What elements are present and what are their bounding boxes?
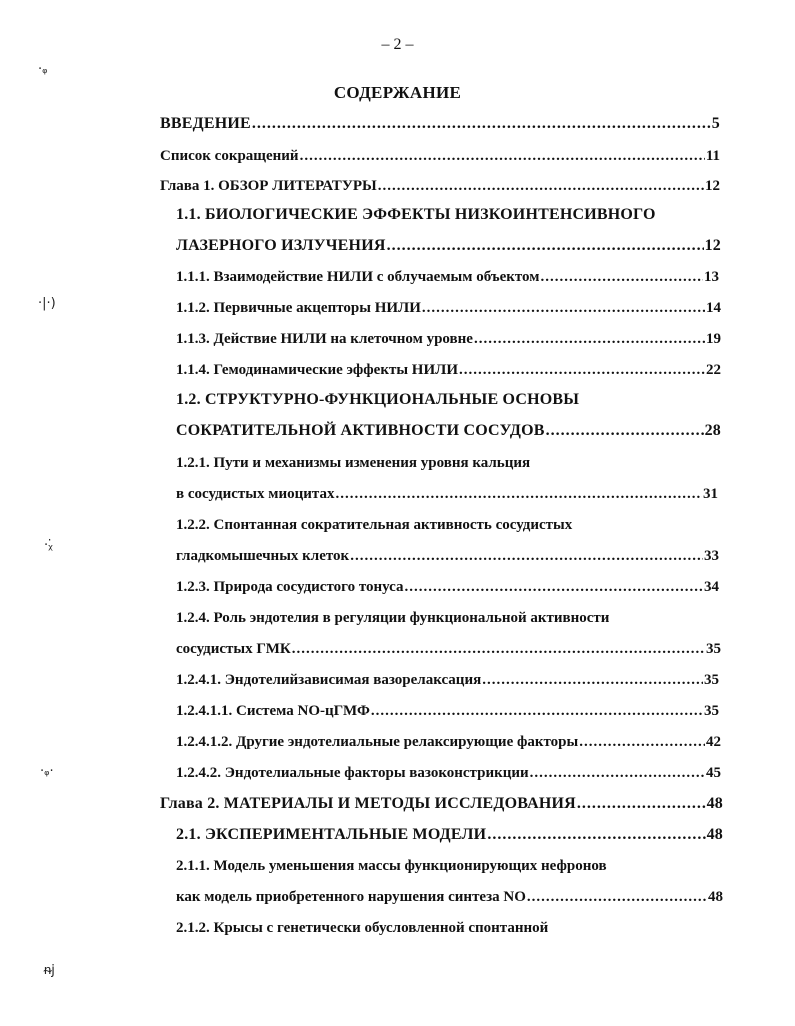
toc-entry-page: 13 xyxy=(704,269,719,285)
toc-entry xyxy=(176,670,719,690)
toc-entry-page: 14 xyxy=(706,300,721,316)
toc-entry-text: 1.2. СТРУКТУРНО-ФУНКЦИОНАЛЬНЫЕ ОСНОВЫ xyxy=(176,391,580,408)
toc-entry-page: 48 xyxy=(708,889,723,905)
toc-entry xyxy=(176,298,721,318)
toc-leader xyxy=(482,670,703,690)
toc-entry-text: 1.1.3. Действие НИЛИ на клеточном уровне xyxy=(176,331,473,347)
toc-entry-page: 5 xyxy=(711,115,720,132)
toc-leader xyxy=(378,176,704,196)
toc-entry-text: Глава 1. ОБЗОР ЛИТЕРАТУРЫ xyxy=(160,178,377,194)
toc-entry xyxy=(160,114,720,134)
toc-leader xyxy=(579,732,705,752)
toc-entry-text: 1.1.2. Первичные акцепторы НИЛИ xyxy=(176,300,421,316)
toc-entry-page: 48 xyxy=(706,826,723,843)
toc-leader xyxy=(577,794,706,814)
toc-entry-text: 2.1. ЭКСПЕРИМЕНТАЛЬНЫЕ МОДЕЛИ xyxy=(176,826,487,843)
toc-entry xyxy=(176,825,723,845)
toc-entry xyxy=(176,639,721,659)
toc-entry xyxy=(176,577,719,597)
toc-entry-text: Глава 2. МАТЕРИАЛЫ И МЕТОДЫ ИССЛЕДОВАНИЯ xyxy=(160,795,576,812)
toc-entry-text: 1.2.4.2. Эндотелиальные факторы вазоконстрикции xyxy=(176,765,529,781)
toc-entry-text: в сосудистых миоцитах xyxy=(176,486,335,502)
toc-entry-page: 34 xyxy=(704,579,719,595)
toc-entry-text: ЛАЗЕРНОГО ИЗЛУЧЕНИЯ xyxy=(176,237,386,254)
toc-entry xyxy=(176,360,721,380)
toc-entry-page: 42 xyxy=(706,734,721,750)
toc-entry xyxy=(160,176,720,196)
toc-entry-text: 1.2.3. Природа сосудистого тонуса xyxy=(176,579,404,595)
toc-entry-text: 2.1.1. Модель уменьшения массы функционирующих нефронов xyxy=(176,858,607,874)
toc-leader xyxy=(459,360,705,380)
margin-mark: ·ᵩ· xyxy=(40,764,54,779)
toc-entry xyxy=(176,546,719,566)
toc-leader xyxy=(405,577,703,597)
toc-entry-text: 2.1.2. Крысы с генетически обусловленной спонтанной xyxy=(176,920,549,936)
toc-leader xyxy=(350,546,703,566)
toc-entry-text: 1.1.4. Гемодинамические эффекты НИЛИ xyxy=(176,362,458,378)
toc-entry xyxy=(160,146,720,166)
toc-entry xyxy=(176,887,723,907)
toc-entry-text: ВВЕДЕНИЕ xyxy=(160,115,251,132)
toc-leader xyxy=(252,114,711,134)
toc-entry xyxy=(176,484,718,504)
toc-entry-text: Список сокращений xyxy=(160,148,299,164)
page-number: – 2 – xyxy=(381,36,414,53)
toc-leader xyxy=(292,639,705,659)
toc-entry-page: 45 xyxy=(706,765,721,781)
toc-leader xyxy=(541,267,704,287)
toc-entry-text: 1.2.4.1.1. Система NO-цГМФ xyxy=(176,703,370,719)
toc-leader xyxy=(474,329,705,349)
toc-entry-page: 11 xyxy=(705,148,720,164)
toc-entry-text: 1.1. БИОЛОГИЧЕСКИЕ ЭФФЕКТЫ НИЗКОИНТЕНСИВНОГО xyxy=(176,206,656,223)
toc-entry-page: 22 xyxy=(706,362,721,378)
toc-leader xyxy=(422,298,705,318)
toc-entry xyxy=(176,421,721,441)
toc-entry xyxy=(176,267,719,287)
toc-entry xyxy=(176,701,719,721)
toc-entry-text: 1.2.4. Роль эндотелия в регуляции функциональной активности xyxy=(176,610,610,626)
toc-leader xyxy=(546,421,704,441)
toc-entry-page: 35 xyxy=(706,641,721,657)
toc-entry-page: 12 xyxy=(705,178,720,194)
toc-entry-page: 48 xyxy=(706,795,723,812)
toc-entry-text: сосудистых ГМК xyxy=(176,641,291,657)
toc-leader xyxy=(487,825,705,845)
toc-leader xyxy=(530,763,705,783)
toc-leader xyxy=(371,701,703,721)
toc-entry xyxy=(160,794,723,814)
toc-entry-text: СОКРАТИТЕЛЬНОЙ АКТИВНОСТИ СОСУДОВ xyxy=(176,422,545,439)
margin-mark: ·ᵪ̇ xyxy=(44,538,53,553)
toc-entry-text: 1.2.4.1.2. Другие эндотелиальные релаксирующие факторы xyxy=(176,734,579,750)
toc-leader xyxy=(335,484,702,504)
toc-entry-text: 1.2.4.1. Эндотелийзависимая вазорелаксация xyxy=(176,672,482,688)
toc-leader xyxy=(527,887,707,907)
toc-entry-page: 28 xyxy=(704,422,721,439)
toc-leader xyxy=(300,146,705,166)
margin-mark: ·|·) xyxy=(38,296,56,311)
toc-entry-page: 12 xyxy=(704,237,721,254)
toc-entry-page: 35 xyxy=(704,703,719,719)
margin-mark: ᵰj xyxy=(44,963,55,978)
toc-entry-page: 33 xyxy=(704,548,719,564)
toc-entry-page: 19 xyxy=(706,331,721,347)
toc-entry-page: 31 xyxy=(703,486,718,502)
toc-entry-text: 1.2.2. Спонтанная сократительная активность сосудистых xyxy=(176,517,573,533)
page-title: СОДЕРЖАНИЕ xyxy=(333,83,462,102)
toc-entry-text: как модель приобретенного нарушения синтеза NO xyxy=(176,889,526,905)
toc-entry xyxy=(176,732,721,752)
toc-entry xyxy=(176,236,721,256)
toc-entry-text: 1.2.1. Пути и механизмы изменения уровня кальция xyxy=(176,455,531,471)
toc-entry-text: 1.1.1. Взаимодействие НИЛИ с облучаемым объектом xyxy=(176,269,540,285)
toc-entry-page: 35 xyxy=(704,672,719,688)
toc-leader xyxy=(387,236,704,256)
margin-mark: ·ᵩ xyxy=(38,62,48,77)
toc-entry xyxy=(176,763,721,783)
toc-entry-text: гладкомышечных клеток xyxy=(176,548,350,564)
toc-entry xyxy=(176,329,721,349)
